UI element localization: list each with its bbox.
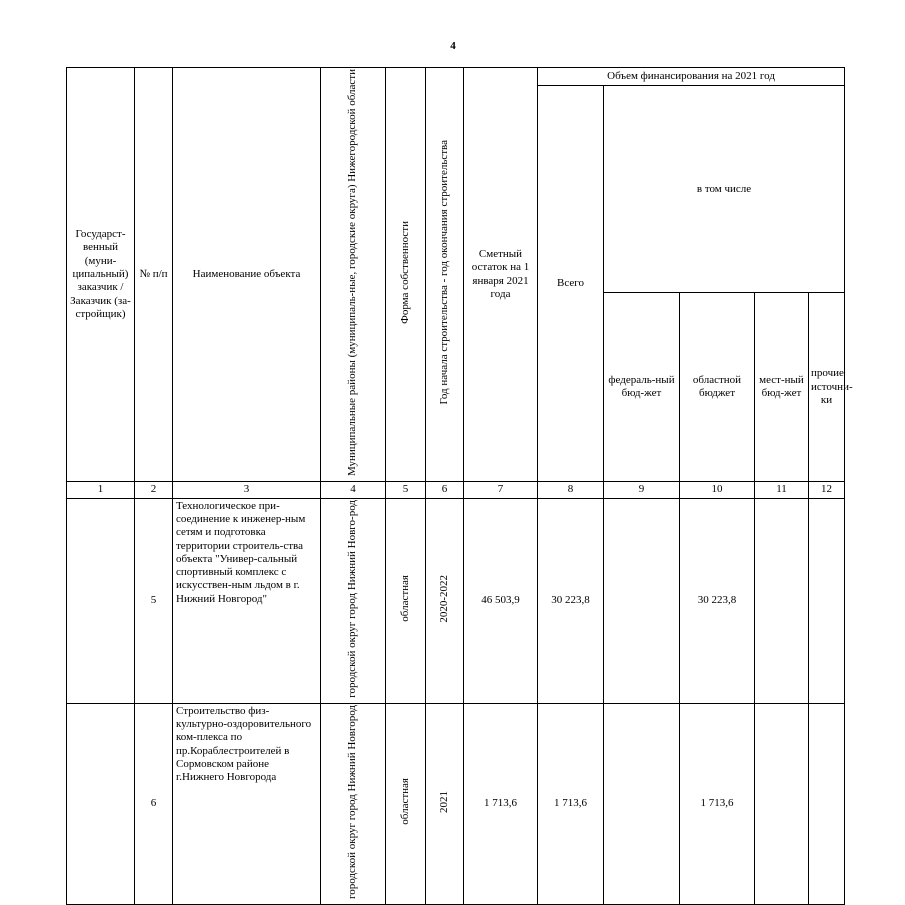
- table-row: [67, 703, 845, 904]
- row-customer: [67, 703, 135, 904]
- row-total: 30 223,8: [538, 498, 604, 703]
- row-customer: [67, 498, 135, 703]
- row-district-cell: [321, 703, 386, 904]
- header-other: прочие источни-ки: [809, 293, 845, 482]
- header-local: мест-ный бюд-жет: [755, 293, 809, 482]
- row-years: 2020-2022: [437, 574, 450, 623]
- header-customer: Государст-венный (муни-ципальный) заказчик / Заказчик (за-стройщик): [67, 68, 135, 482]
- row-name: Технологическое при-соединение к инженер-ным сетям и подготовка территории строитель-ства объекта "Универ-сальный спортивный комплекс с искусствен-ным льдом в г. Нижний Новгород": [173, 498, 321, 703]
- header-federal: федераль-ный бюд-жет: [604, 293, 680, 482]
- col-number: 3: [173, 482, 321, 498]
- row-ownership-cell: [386, 703, 426, 904]
- row-regional: 30 223,8: [680, 498, 755, 703]
- column-number-row: [67, 482, 845, 498]
- col-number: 10: [680, 482, 755, 498]
- row-other: [809, 498, 845, 703]
- header-years-cell: [426, 68, 464, 482]
- col-number: 8: [538, 482, 604, 498]
- col-number: 12: [809, 482, 845, 498]
- row-district-cell: [321, 498, 386, 703]
- col-number: 1: [67, 482, 135, 498]
- row-federal: [604, 703, 680, 904]
- row-ownership-cell: [386, 498, 426, 703]
- row-balance: 46 503,9: [464, 498, 538, 703]
- header-balance: Сметный остаток на 1 января 2021 года: [464, 68, 538, 482]
- row-name: Строительство физ-культурно-оздоровительного ком-плекса по пр.Кораблестроителей в Сормовском районе г.Нижнего Новгорода: [173, 703, 321, 904]
- col-number: 7: [464, 482, 538, 498]
- row-years: 2021: [437, 790, 450, 813]
- col-number: 11: [755, 482, 809, 498]
- header-ownership-cell: [386, 68, 426, 482]
- row-years-cell: [426, 498, 464, 703]
- header-district-cell: [321, 68, 386, 482]
- row-num: 6: [135, 703, 173, 904]
- header-regional: областной бюджет: [680, 293, 755, 482]
- row-balance: 1 713,6: [464, 703, 538, 904]
- col-number: 5: [386, 482, 426, 498]
- header-years: Год начала строительства - год окончания строительства: [437, 140, 450, 405]
- col-number: 4: [321, 482, 386, 498]
- table-row: [67, 498, 845, 703]
- col-number: 2: [135, 482, 173, 498]
- row-federal: [604, 498, 680, 703]
- header-district: Муниципальные районы (муниципаль-ные, городские округа) Нижегородской области: [346, 69, 359, 477]
- header-num: № п/п: [135, 68, 173, 482]
- col-number: 9: [604, 482, 680, 498]
- row-years-cell: [426, 703, 464, 904]
- financing-table: [66, 67, 853, 905]
- row-ownership: областная: [398, 778, 411, 826]
- row-local: [755, 703, 809, 904]
- header-including: в том числе: [604, 86, 845, 293]
- header-ownership: Форма собственности: [398, 221, 411, 324]
- header-total: Всего: [538, 86, 604, 482]
- header-financing: Объем финансирования на 2021 год: [538, 68, 845, 86]
- row-total: 1 713,6: [538, 703, 604, 904]
- row-district: городской округ город Нижний Новго-род: [346, 499, 359, 698]
- row-district: городской округ город Нижний Новгород: [346, 704, 359, 899]
- row-num: 5: [135, 498, 173, 703]
- row-local: [755, 498, 809, 703]
- col-number: 6: [426, 482, 464, 498]
- row-ownership: областная: [398, 575, 411, 622]
- row-other: [809, 703, 845, 904]
- header-name: Наименование объекта: [173, 68, 321, 482]
- row-regional: 1 713,6: [680, 703, 755, 904]
- page-number: 4: [450, 40, 456, 52]
